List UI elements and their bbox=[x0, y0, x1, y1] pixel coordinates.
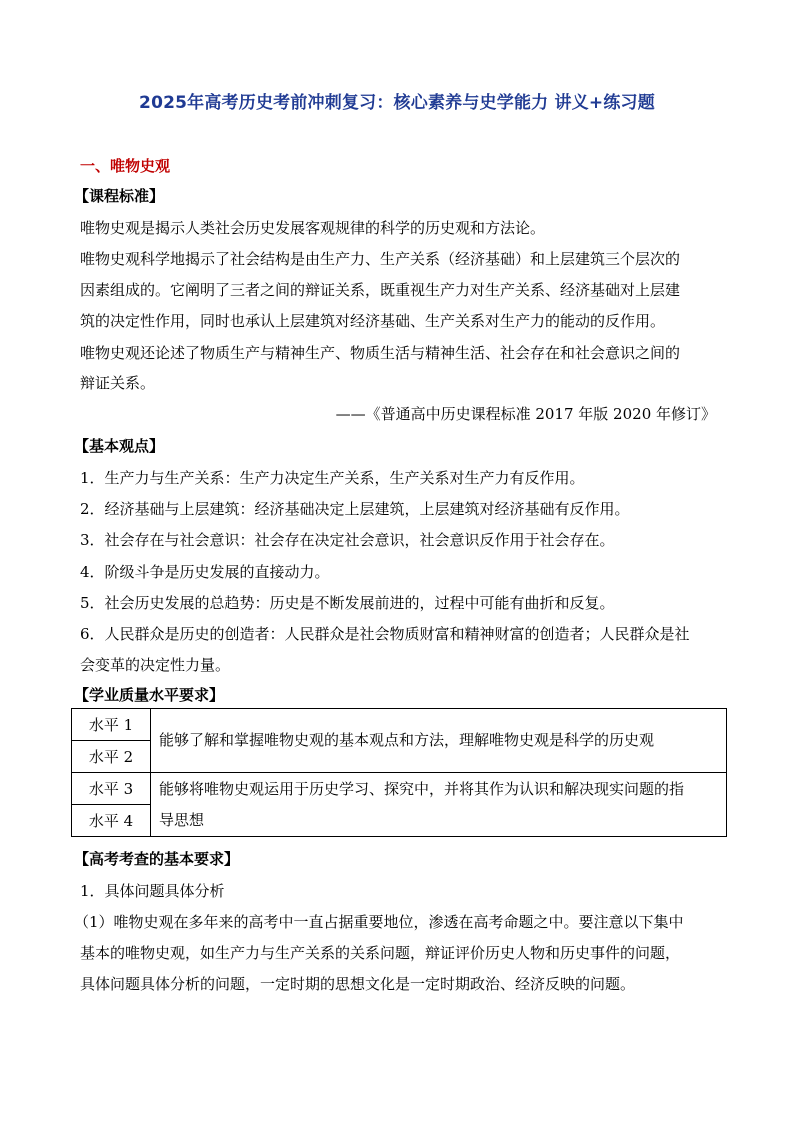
curriculum-line: 筑的决定性作用，同时也承认上层建筑对经济基础、生产关系对生产力的能动的反作用。 bbox=[80, 312, 666, 330]
document-title: 2025年高考历史考前冲刺复习：核心素养与史学能力 讲义+练习题 bbox=[139, 93, 655, 113]
exam-line: 1．具体问题具体分析 bbox=[80, 882, 225, 900]
view-item: 2．经济基础与上层建筑：经济基础决定上层建筑，上层建筑对经济基础有反作用。 bbox=[80, 500, 630, 518]
level-description: 能够了解和掌握唯物史观的基本观点和方法，理解唯物史观是科学的历史观 bbox=[151, 709, 727, 773]
section-heading: 一、唯物史观 bbox=[80, 157, 171, 175]
level-cell: 水平 3 bbox=[72, 773, 151, 805]
curriculum-line: 唯物史观还论述了物质生产与精神生产、物质生活与精神生活、社会存在和社会意识之间的 bbox=[80, 344, 681, 362]
curriculum-line: 唯物史观科学地揭示了社会结构是由生产力、生产关系（经济基础）和上层建筑三个层次的 bbox=[80, 250, 681, 268]
description-line: 能够将唯物史观运用于历史学习、探究中，并将其作为认识和解决现实问题的指 bbox=[159, 779, 685, 798]
quality-table bbox=[71, 708, 727, 837]
exam-line: 具体问题具体分析的问题，一定时期的思想文化是一定时期政治、经济反映的问题。 bbox=[80, 975, 636, 993]
level-description bbox=[151, 773, 727, 837]
curriculum-line: 辩证关系。 bbox=[80, 374, 156, 392]
level-cell: 水平 2 bbox=[72, 741, 151, 773]
exam-label: 【高考考查的基本要求】 bbox=[74, 850, 240, 868]
view-item: 会变革的决定性力量。 bbox=[80, 656, 231, 674]
exam-line: 基本的唯物史观，如生产力与生产关系的关系问题，辩证评价历史人物和历史事件的问题， bbox=[80, 944, 681, 962]
curriculum-label: 【课程标准】 bbox=[74, 187, 165, 205]
view-item: 1．生产力与生产关系：生产力决定生产关系，生产关系对生产力有反作用。 bbox=[80, 469, 585, 487]
level-cell: 水平 1 bbox=[72, 709, 151, 741]
curriculum-line: 因素组成的。它阐明了三者之间的辩证关系，既重视生产力对生产关系、经济基础对上层建 bbox=[80, 281, 681, 299]
level-cell: 水平 4 bbox=[72, 805, 151, 837]
views-label: 【基本观点】 bbox=[74, 437, 165, 455]
view-item: 5．社会历史发展的总趋势：历史是不断发展前进的，过程中可能有曲折和反复。 bbox=[80, 594, 615, 612]
table-row bbox=[72, 773, 727, 805]
view-item: 6．人民群众是历史的创造者：人民群众是社会物质财富和精神财富的创造者；人民群众是社 bbox=[80, 625, 690, 643]
quality-label: 【学业质量水平要求】 bbox=[74, 686, 225, 704]
curriculum-line: 唯物史观是揭示人类社会历史发展客观规律的科学的历史观和方法论。 bbox=[80, 219, 546, 237]
exam-line: （1）唯物史观在多年来的高考中一直占据重要地位，渗透在高考命题之中。要注意以下集中 bbox=[74, 913, 684, 931]
description-line: 导思想 bbox=[159, 810, 205, 829]
view-item: 3．社会存在与社会意识：社会存在决定社会意识，社会意识反作用于社会存在。 bbox=[80, 531, 615, 549]
view-item: 4．阶级斗争是历史发展的直接动力。 bbox=[80, 563, 330, 581]
table-row bbox=[72, 709, 727, 741]
citation: ——《普通高中历史课程标准 2017 年版 2020 年修订》 bbox=[335, 405, 716, 423]
